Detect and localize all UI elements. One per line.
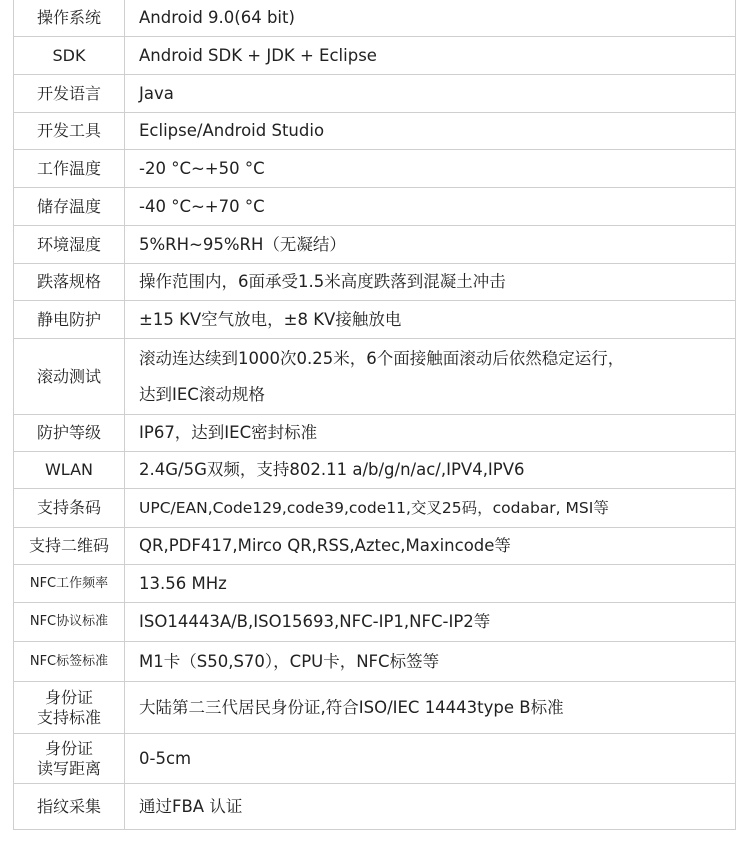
spec-row-tumble <box>14 339 736 415</box>
spec-row-wlan <box>14 452 736 489</box>
spec-row-esd <box>14 301 736 339</box>
spec-value: 大陆第二三代居民身份证,符合ISO/IEC 14443type B标准 <box>125 682 736 734</box>
spec-label-line: 身份证 <box>44 687 93 707</box>
spec-row-2d-codes <box>14 528 736 565</box>
spec-value: ISO14443A/B,ISO15693,NFC-IP1,NFC-IP2等 <box>125 603 736 642</box>
spec-label <box>14 734 125 784</box>
spec-label: 操作系统 <box>14 0 125 37</box>
spec-label: SDK <box>14 37 125 75</box>
spec-value: M1卡（S50,S70），CPU卡，NFC标签等 <box>125 642 736 682</box>
spec-value-line: 滚动连达续到1000次0.25米，6个面接触面滚动后依然稳定运行， <box>139 348 625 368</box>
spec-label: 开发工具 <box>14 113 125 150</box>
spec-row-fingerprint <box>14 784 736 830</box>
spec-label-line: 支持标准 <box>36 707 101 727</box>
spec-value: -20 °C~+50 °C <box>125 150 736 188</box>
spec-table <box>13 0 736 830</box>
spec-row-tools <box>14 113 736 150</box>
spec-label-line: 身份证 <box>44 738 93 758</box>
spec-label: 支持二维码 <box>14 528 125 565</box>
spec-value: 5%RH~95%RH（无凝结） <box>125 226 736 264</box>
spec-label: 指纹采集 <box>14 784 125 830</box>
spec-label: 防护等级 <box>14 415 125 452</box>
spec-value: 2.4G/5G双频，支持802.11 a/b/g/n/ac/,IPV4,IPV6 <box>125 452 736 489</box>
spec-label-line: 读写距离 <box>36 758 101 778</box>
spec-label <box>14 682 125 734</box>
spec-value: UPC/EAN,Code129,code39,code11,交叉25码，codabar, MSI等 <box>125 489 736 528</box>
spec-label: 静电防护 <box>14 301 125 339</box>
spec-value: 0-5cm <box>125 734 736 784</box>
spec-row-humidity <box>14 226 736 264</box>
spec-value <box>125 339 736 415</box>
spec-row-nfc-frequency <box>14 565 736 603</box>
spec-label: NFC标签标准 <box>14 642 125 682</box>
spec-label: 滚动测试 <box>14 339 125 415</box>
spec-value: Java <box>125 75 736 113</box>
spec-row-language <box>14 75 736 113</box>
spec-label: NFC协议标准 <box>14 603 125 642</box>
spec-value: -40 °C~+70 °C <box>125 188 736 226</box>
spec-label: 工作温度 <box>14 150 125 188</box>
spec-row-os <box>14 0 736 37</box>
spec-label: NFC工作频率 <box>14 565 125 603</box>
spec-label: 支持条码 <box>14 489 125 528</box>
spec-value: 13.56 MHz <box>125 565 736 603</box>
spec-row-barcodes <box>14 489 736 528</box>
spec-row-drop <box>14 264 736 301</box>
spec-value: Android SDK + JDK + Eclipse <box>125 37 736 75</box>
spec-row-nfc-protocol <box>14 603 736 642</box>
spec-row-ip-rating <box>14 415 736 452</box>
spec-label: 环境湿度 <box>14 226 125 264</box>
spec-label: 储存温度 <box>14 188 125 226</box>
spec-value: QR,PDF417,Mirco QR,RSS,Aztec,Maxincode等 <box>125 528 736 565</box>
spec-value: ±15 KV空气放电，±8 KV接触放电 <box>125 301 736 339</box>
spec-row-id-distance <box>14 734 736 784</box>
spec-label: 开发语言 <box>14 75 125 113</box>
spec-value: 操作范围内，6面承受1.5米高度跌落到混凝土冲击 <box>125 264 736 301</box>
spec-label: 跌落规格 <box>14 264 125 301</box>
spec-row-storage-temp <box>14 188 736 226</box>
spec-value: IP67，达到IEC密封标准 <box>125 415 736 452</box>
spec-row-id-standard <box>14 682 736 734</box>
spec-value: Eclipse/Android Studio <box>125 113 736 150</box>
spec-value-line: 达到IEC滚动规格 <box>139 384 265 404</box>
spec-value: Android 9.0(64 bit) <box>125 0 736 37</box>
spec-label: WLAN <box>14 452 125 489</box>
spec-value: 通过FBA 认证 <box>125 784 736 830</box>
spec-row-nfc-tag <box>14 642 736 682</box>
spec-row-working-temp <box>14 150 736 188</box>
spec-row-sdk <box>14 37 736 75</box>
